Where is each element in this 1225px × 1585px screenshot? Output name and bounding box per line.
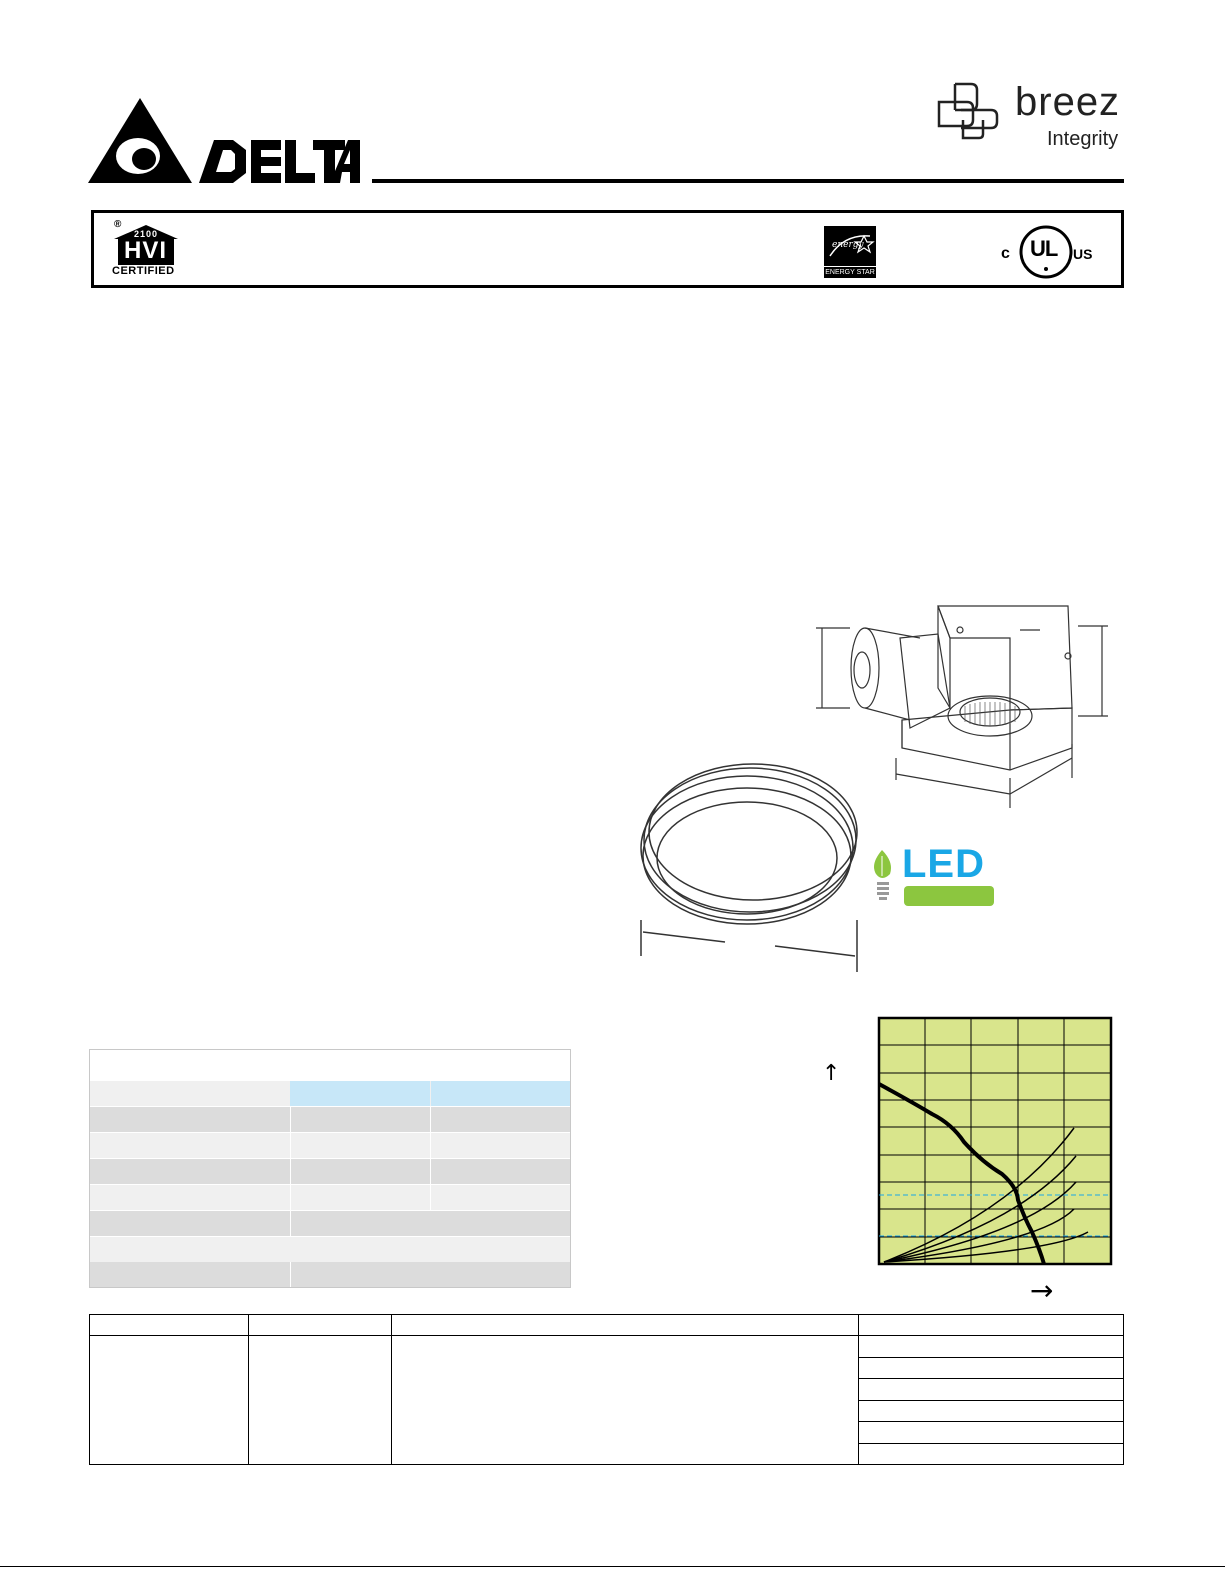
led-green-bar: [904, 886, 994, 906]
led-label: LED: [902, 842, 985, 886]
energy-star-logo: [824, 226, 876, 278]
hvi-wordmark: HVI: [124, 237, 168, 264]
ul-listed-logo: [999, 225, 1094, 279]
order-table-header-rule: [90, 1335, 1123, 1336]
header-rule: [372, 179, 1124, 183]
delta-logo: [88, 98, 360, 186]
ul-us-mark: US: [1073, 246, 1093, 262]
spec-cell-model-b: [431, 1081, 570, 1106]
order-table-row-rule: [858, 1400, 1123, 1401]
spec-col-divider: [430, 1185, 431, 1210]
footer-rule: [0, 1566, 1225, 1567]
ul-c-mark: c: [1001, 245, 1010, 262]
spec-row: [90, 1081, 570, 1106]
breez-series-name: Integrity: [1047, 128, 1119, 150]
spec-col-divider: [290, 1211, 291, 1236]
order-table-row-rule: [858, 1357, 1123, 1358]
spec-col-divider: [290, 1185, 291, 1210]
performance-curve-chart: [812, 1012, 1117, 1302]
breez-symbol-icon: [935, 80, 999, 142]
spec-col-divider: [290, 1107, 291, 1132]
ul-mark: UL: [1030, 236, 1058, 261]
spec-row: [90, 1185, 570, 1210]
spec-col-divider: [290, 1133, 291, 1158]
spec-col-divider: [430, 1107, 431, 1132]
breez-logo: [935, 78, 1135, 158]
led-bulb-leaf-icon: [868, 846, 902, 908]
order-table-column-divider: [391, 1315, 392, 1464]
hvi-registered-mark: ®: [114, 219, 122, 230]
led-badge: [868, 842, 996, 908]
order-table-column-divider: [248, 1315, 249, 1464]
spec-row: [90, 1237, 570, 1262]
chart-x-arrow-icon: →: [1030, 1274, 1054, 1302]
certification-bar: [91, 210, 1124, 288]
specification-table: [89, 1049, 571, 1288]
spec-col-divider: [430, 1133, 431, 1158]
chart-plot-area: [879, 1018, 1111, 1264]
spec-row: [90, 1159, 570, 1184]
spec-col-divider: [290, 1262, 291, 1287]
spec-col-divider: [290, 1159, 291, 1184]
spec-row: [90, 1133, 570, 1158]
spec-col-divider: [430, 1159, 431, 1184]
order-table-row-rule: [858, 1421, 1123, 1422]
spec-row: [90, 1262, 570, 1287]
spec-table-header-row: [90, 1055, 570, 1081]
model-ordering-table: [89, 1314, 1124, 1465]
hvi-certified-logo: [110, 219, 182, 279]
spec-cell-model-a: [290, 1081, 430, 1106]
hvi-certified-label: CERTIFIED: [112, 265, 175, 277]
breez-wordmark: breez: [1015, 80, 1121, 124]
energy-star-script: energy: [832, 240, 864, 250]
hvi-number: 2100: [134, 229, 159, 239]
order-table-column-divider: [858, 1315, 859, 1464]
spec-row: [90, 1211, 570, 1236]
spec-row: [90, 1107, 570, 1132]
order-table-row-rule: [858, 1378, 1123, 1379]
chart-y-arrow-icon: ↑: [822, 1061, 841, 1086]
led-grille-drawing: [635, 760, 865, 974]
order-table-row-rule: [858, 1443, 1123, 1444]
energy-star-label: ENERGY STAR: [824, 266, 876, 278]
